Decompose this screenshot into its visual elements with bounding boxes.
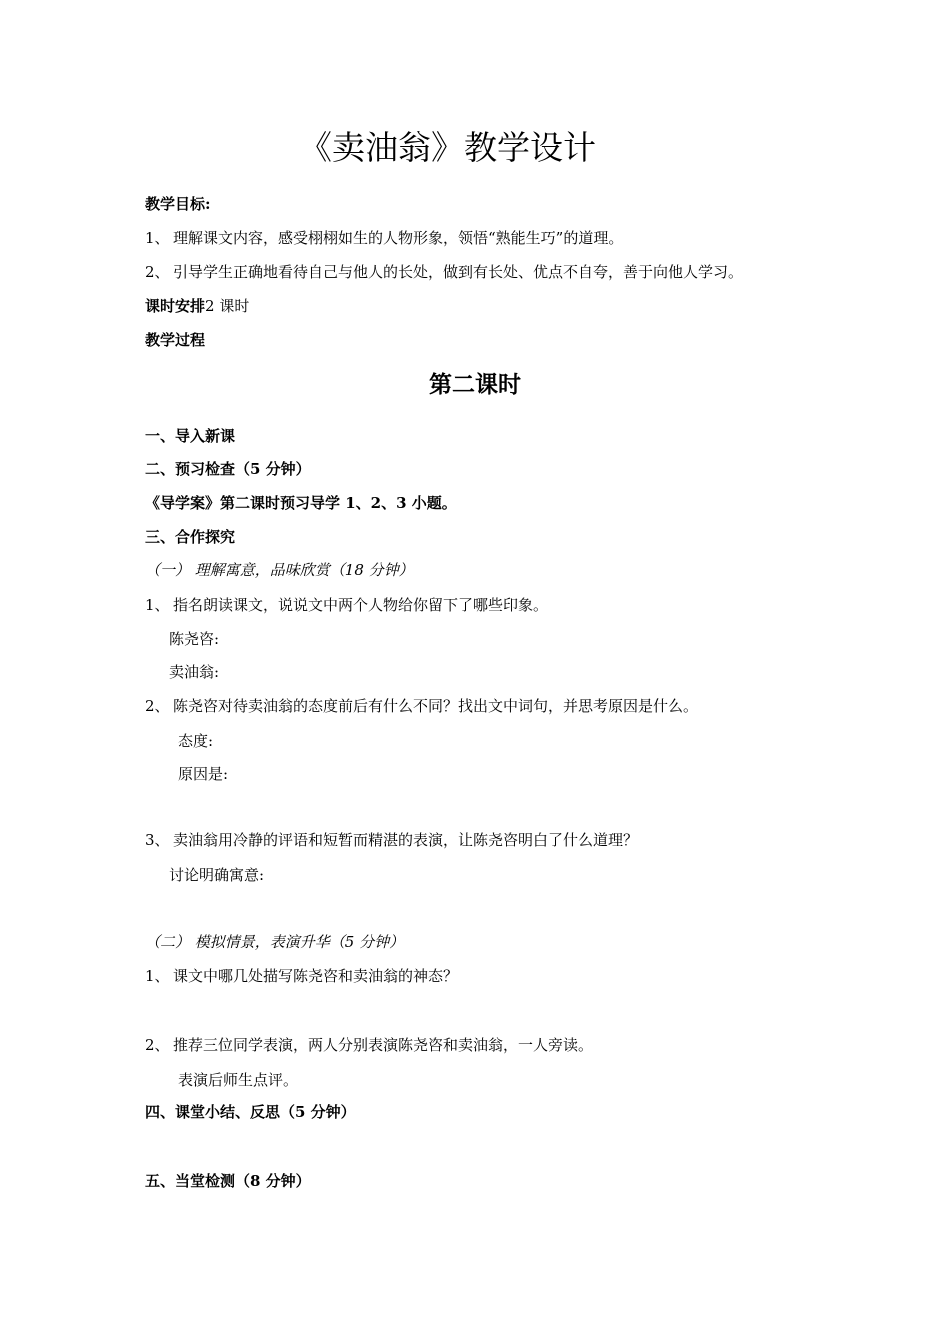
objective-number: 2、 — [145, 263, 170, 281]
objective-text: 引导学生正确地看待自己与他人的长处，做到有长处、优点不自夸，善于向他人学习。 — [173, 263, 744, 281]
schedule-line — [145, 296, 249, 316]
section-summary: 四、课堂小结、反思（5 分钟） — [145, 1103, 356, 1121]
schedule-label: 课时安排 — [145, 297, 206, 315]
section-test: 五、当堂检测（8 分钟） — [145, 1172, 311, 1190]
question-item — [145, 830, 638, 850]
objective-text: 理解课文内容，感受栩栩如生的人物形象，领悟“熟能生巧”的道理。 — [173, 229, 624, 247]
question-number: 2、 — [145, 697, 170, 715]
performance-note: 表演后师生点评。 — [178, 1071, 299, 1089]
weng-label: 卖油翁: — [169, 663, 220, 681]
question-number: 3、 — [145, 831, 170, 849]
question-text: 课文中哪几处描写陈尧咨和卖油翁的神态？ — [173, 967, 459, 985]
part2-heading: （二） 模拟情景，表演升华（5 分钟） — [145, 933, 405, 951]
section-intro: 一、导入新课 — [145, 427, 236, 445]
question-item — [145, 966, 458, 986]
moral-label: 讨论明确寓意: — [169, 866, 265, 884]
attitude-label: 态度: — [178, 732, 214, 750]
question-item — [145, 1035, 593, 1055]
question-item — [145, 595, 548, 615]
objective-number: 1、 — [145, 229, 170, 247]
chen-label: 陈尧咨: — [169, 630, 220, 648]
section-cooperative-inquiry: 三、合作探究 — [145, 528, 236, 546]
question-number: 1、 — [145, 967, 170, 985]
objectives-heading: 教学目标: — [145, 195, 211, 213]
section-preview-check: 二、预习检查（5 分钟） — [145, 460, 311, 478]
question-text: 推荐三位同学表演，两人分别表演陈尧咨和卖油翁，一人旁读。 — [173, 1036, 594, 1054]
question-item — [145, 696, 698, 716]
question-number: 1、 — [145, 596, 170, 614]
question-text: 指名朗读课文，说说文中两个人物给你留下了哪些印象。 — [173, 596, 549, 614]
process-heading: 教学过程 — [145, 331, 206, 349]
question-number: 2、 — [145, 1036, 170, 1054]
question-text: 陈尧咨对待卖油翁的态度前后有什么不同？找出文中词句，并思考原因是什么。 — [173, 697, 699, 715]
schedule-value: 2 课时 — [205, 297, 250, 315]
lesson-title: 第二课时 — [429, 371, 521, 398]
document-title: 《卖油翁》教学设计 — [299, 128, 596, 167]
reason-label: 原因是: — [178, 765, 229, 783]
objective-item — [145, 262, 743, 282]
part1-heading: （一） 理解寓意，品味欣赏（18 分钟） — [145, 561, 414, 579]
preview-task: 《导学案》第二课时预习导学 1、2、3 小题。 — [145, 494, 457, 512]
question-text: 卖油翁用冷静的评语和短暂而精湛的表演，让陈尧咨明白了什么道理？ — [173, 831, 639, 849]
objective-item — [145, 228, 623, 248]
